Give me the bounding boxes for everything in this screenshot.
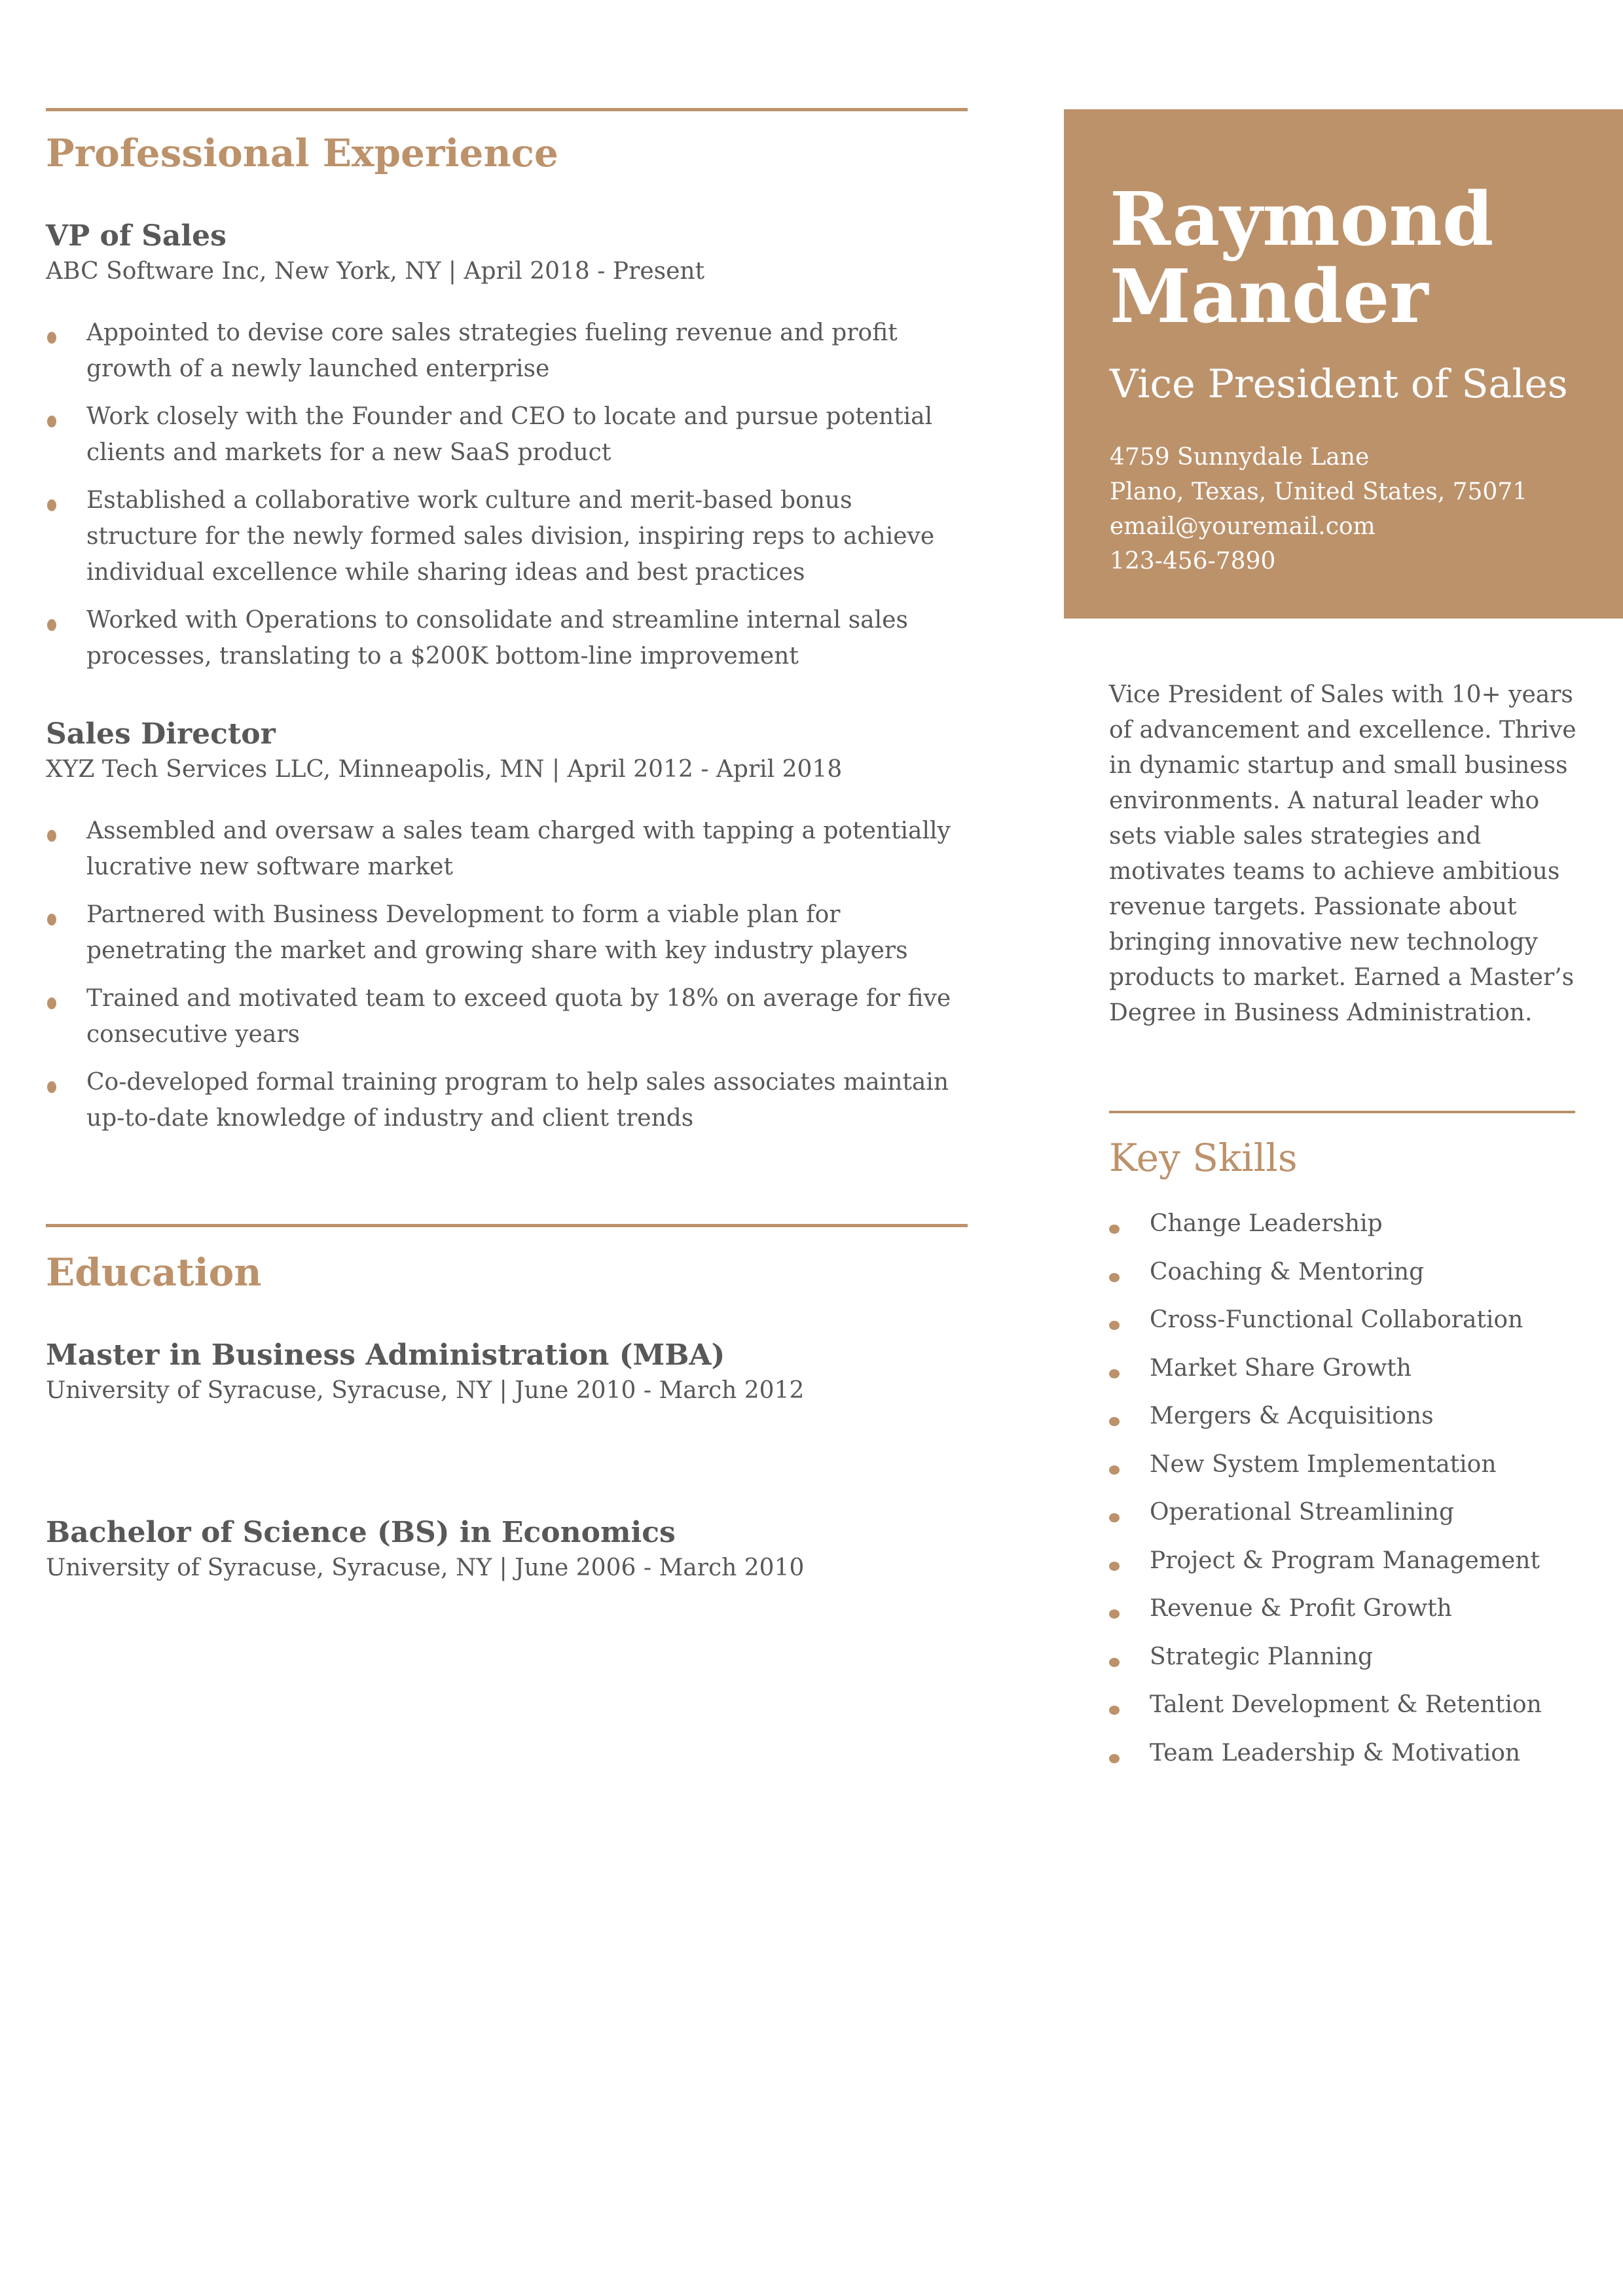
job-meta: XYZ Tech Services LLC, Minneapolis, MN | April 2012 - April 2018 xyxy=(46,756,843,783)
bullet-dot-icon xyxy=(1109,1562,1120,1571)
skill-item: Talent Development & Retention xyxy=(1109,1689,1575,1737)
section-title-experience: Professional Experience xyxy=(46,131,558,175)
skill-item: Revenue & Profit Growth xyxy=(1109,1592,1575,1641)
job-entry xyxy=(46,717,968,1148)
bullet-dot-icon xyxy=(47,914,56,925)
job-title: VP of Sales xyxy=(46,219,227,253)
skill-item: Change Leadership xyxy=(1109,1208,1575,1256)
bullet-dot-icon xyxy=(1109,1321,1120,1330)
address-line-2: Plano, Texas, United States, 75071 xyxy=(1110,478,1528,505)
section-divider xyxy=(46,1224,968,1227)
skill-item: Strategic Planning xyxy=(1109,1641,1575,1689)
bullet-dot-icon xyxy=(1109,1513,1120,1522)
job-bullets xyxy=(46,315,968,674)
skill-item: Project & Program Management xyxy=(1109,1545,1575,1593)
list-item: Appointed to devise core sales strategies fueling revenue and profit growth of a newly launched enterprise xyxy=(46,315,968,387)
degree-meta: University of Syracuse, Syracuse, NY | June 2010 - March 2012 xyxy=(46,1377,805,1404)
bullet-dot-icon xyxy=(47,997,56,1009)
bullet-dot-icon xyxy=(1109,1465,1120,1475)
skill-item: Operational Streamlining xyxy=(1109,1496,1575,1545)
bullet-dot-icon xyxy=(1109,1754,1120,1763)
skill-item: Cross-Functional Collaboration xyxy=(1109,1304,1575,1352)
skill-item: Mergers & Acquisitions xyxy=(1109,1400,1575,1448)
job-title: Sales Director xyxy=(46,717,276,751)
list-item: Partnered with Business Development to form a viable plan for penetrating the market and growing share with key industry players xyxy=(46,897,968,969)
bullet-dot-icon xyxy=(1109,1225,1120,1234)
bullet-dot-icon xyxy=(47,416,56,427)
degree-title: Bachelor of Science (BS) in Economics xyxy=(46,1516,676,1549)
job-meta: ABC Software Inc, New York, NY | April 2018 - Present xyxy=(46,258,705,285)
bullet-dot-icon xyxy=(1109,1658,1120,1667)
bullet-dot-icon xyxy=(47,332,56,344)
education-entry xyxy=(46,1516,968,1581)
bullet-dot-icon xyxy=(47,1081,56,1093)
skill-list xyxy=(1109,1208,1575,1785)
candidate-name: Raymond Mander xyxy=(1110,177,1494,340)
bullet-dot-icon xyxy=(47,499,56,511)
list-item: Established a collaborative work culture and merit-based bonus structure for the newly formed sales division, inspiring reps to achieve individual excellence while sharing ideas and best practices xyxy=(46,482,968,590)
list-item: Worked with Operations to consolidate and streamline internal sales processes, translating to a $200K bottom-line improvement xyxy=(46,602,968,674)
skill-item: Coaching & Mentoring xyxy=(1109,1256,1575,1304)
section-title-skills: Key Skills xyxy=(1109,1136,1298,1180)
header-box xyxy=(1064,109,1623,619)
phone: 123-456-7890 xyxy=(1110,548,1276,575)
bullet-dot-icon xyxy=(1109,1369,1120,1378)
bullet-dot-icon xyxy=(1109,1273,1120,1282)
section-title-education: Education xyxy=(46,1250,262,1295)
degree-meta: University of Syracuse, Syracuse, NY | June 2006 - March 2010 xyxy=(46,1554,805,1581)
job-bullets xyxy=(46,813,968,1136)
skill-item: Team Leadership & Motivation xyxy=(1109,1737,1575,1785)
degree-title: Master in Business Administration (MBA) xyxy=(46,1338,725,1372)
skill-item: Market Share Growth xyxy=(1109,1352,1575,1401)
bullet-dot-icon xyxy=(47,619,56,631)
contact-info xyxy=(1110,440,1527,579)
list-item: Assembled and oversaw a sales team charged with tapping a potentially lucrative new software market xyxy=(46,813,968,885)
section-divider xyxy=(46,108,968,111)
skill-item: New System Implementation xyxy=(1109,1448,1575,1497)
bullet-dot-icon xyxy=(47,830,56,842)
email: email@youremail.com xyxy=(1110,513,1376,540)
skills-section xyxy=(1109,1111,1575,1785)
list-item: Co-developed formal training program to help sales associates maintain up-to-date knowledge of industry and client trends xyxy=(46,1064,968,1136)
list-item: Work closely with the Founder and CEO to locate and pursue potential clients and markets for a new SaaS product xyxy=(46,399,968,471)
bullet-dot-icon xyxy=(1109,1706,1120,1715)
education-entry xyxy=(46,1338,968,1404)
bullet-dot-icon xyxy=(1109,1417,1120,1426)
list-item: Trained and motivated team to exceed quota by 18% on average for five consecutive years xyxy=(46,980,968,1052)
candidate-role: Vice President of Sales xyxy=(1110,361,1568,407)
job-entry xyxy=(46,219,968,686)
bullet-dot-icon xyxy=(1109,1609,1120,1619)
address-line-1: 4759 Sunnydale Lane xyxy=(1110,444,1370,471)
section-divider xyxy=(1109,1111,1575,1113)
summary-text: Vice President of Sales with 10+ years of advancement and excellence. Thrive in dynamic startup and small business environments. A natural leader who sets viable sales strategies and motivates teams to achieve ambitious revenue targets. Passionate about bringing innovative new technology products to market. Earned a Master’s Degree in Business Administration. xyxy=(1109,681,1577,1026)
